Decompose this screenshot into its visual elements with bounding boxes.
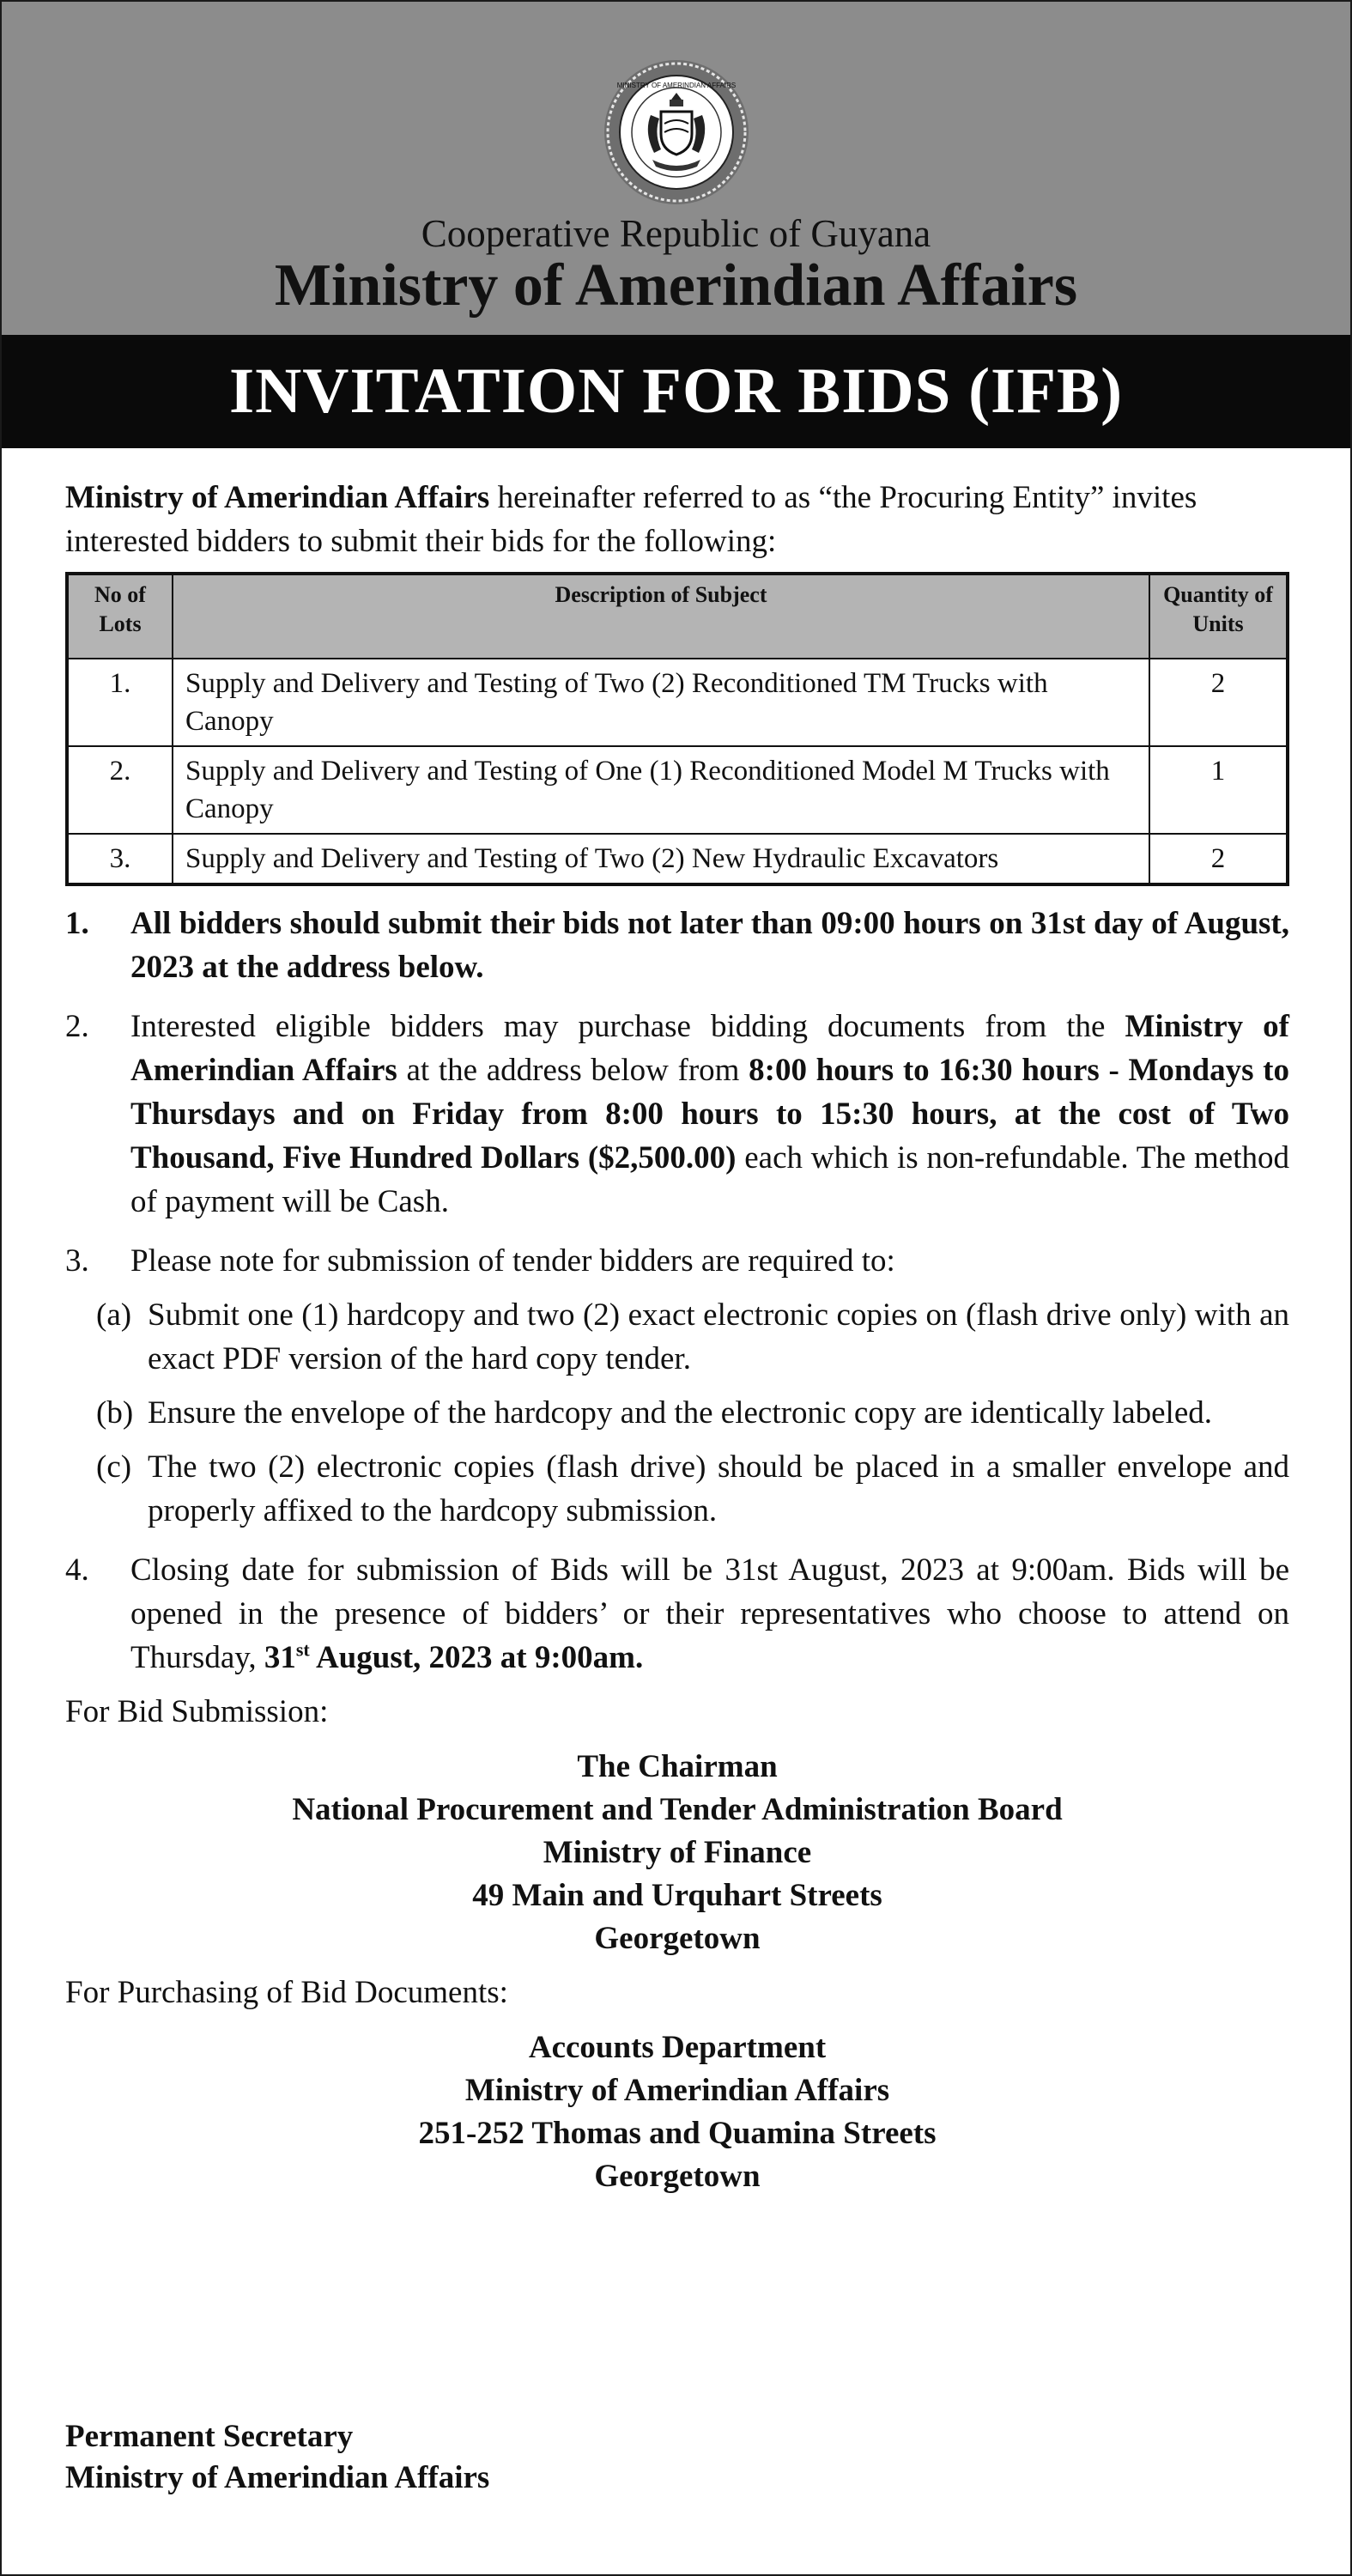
lot-quantity: 2 — [1149, 659, 1288, 746]
address-line: 251-252 Thomas and Quamina Streets — [418, 2116, 937, 2151]
list-text-bold: Ministry of Amerindian Affairs — [130, 1009, 1289, 1088]
lot-description: Supply and Delivery and Testing of Two (2) Reconditioned TM Trucks with Canopy — [173, 659, 1149, 746]
table-row — [67, 834, 1288, 884]
list-text: Interested eligible bidders may purchase bidding documents from the — [130, 1009, 1125, 1044]
sub-item-label: (c) — [96, 1449, 132, 1485]
ministry-name: Ministry of Amerindian Affairs — [274, 252, 1078, 319]
list-item-documents — [65, 1005, 1289, 1224]
list-number: 2. — [65, 1009, 89, 1044]
address-line: Georgetown — [594, 1921, 761, 1956]
signatory-org: Ministry of Amerindian Affairs — [65, 2460, 490, 2495]
purchasing-label: For Purchasing of Bid Documents: — [65, 1975, 508, 2010]
table-row — [67, 659, 1288, 746]
lot-number: 2. — [67, 746, 173, 834]
notice-body — [65, 476, 1289, 2198]
list-item-closing-date — [65, 1548, 1289, 1680]
coat-of-arms-seal-icon — [603, 58, 750, 206]
lots-table — [65, 572, 1289, 886]
list-number: 4. — [65, 1552, 89, 1588]
lot-description: Supply and Delivery and Testing of One (1) Reconditioned Model M Trucks with Canopy — [173, 746, 1149, 834]
list-item-requirements — [65, 1239, 1289, 1283]
lot-number: 3. — [67, 834, 173, 884]
intro-text: hereinafter referred to as “the Procuring Entity” invites interested bidders to submit their bids for the following: — [65, 480, 1197, 559]
sub-item — [65, 1293, 1289, 1381]
list-text: at the address below from — [397, 1053, 749, 1088]
list-text: Please note for submission of tender bidders are required to: — [130, 1243, 895, 1279]
sub-item — [65, 1391, 1289, 1435]
lot-quantity: 2 — [1149, 834, 1288, 884]
signatory-title: Permanent Secretary — [65, 2419, 354, 2454]
list-text: each which is non-refundable. The method of payment will be Cash. — [130, 1140, 1289, 1219]
address-line: Accounts Department — [528, 2030, 827, 2065]
seal-text: MINISTRY OF AMERINDIAN AFFAIRS — [616, 82, 737, 89]
table-row — [67, 746, 1288, 834]
list-text-bold: August, 2023 at 9:00am. — [309, 1640, 644, 1675]
address-line: 49 Main and Urquhart Streets — [472, 1878, 882, 1913]
list-item-deadline — [65, 902, 1289, 989]
header-no-of-lots: No of Lots — [67, 574, 173, 659]
list-number: 3. — [65, 1243, 89, 1279]
sub-item-text: Ensure the envelope of the hardcopy and the electronic copy are identically labeled. — [148, 1395, 1212, 1431]
sub-item-text: The two (2) electronic copies (flash drive) should be placed in a smaller envelope and properly affixed to the hardcopy submission. — [148, 1449, 1289, 1528]
list-number: 1. — [65, 906, 89, 941]
signature-block — [65, 2416, 489, 2499]
country-name: Cooperative Republic of Guyana — [421, 212, 931, 255]
sub-item-label: (a) — [96, 1297, 132, 1333]
address-line: Georgetown — [594, 2159, 761, 2194]
header-description: Description of Subject — [173, 574, 1149, 659]
intro-entity: Ministry of Amerindian Affairs — [65, 480, 490, 515]
list-text-bold: 31 — [264, 1640, 296, 1675]
address-line: Ministry of Finance — [543, 1835, 812, 1870]
list-text-bold: 8:00 hours to 16:30 hours - Mondays to Thursdays and on Friday from 8:00 hours to 15:30 hours, at the cost of Two Thousand, Five Hundred Dollars ($2,500.00) — [130, 1053, 1289, 1176]
lot-number: 1. — [67, 659, 173, 746]
submission-address — [65, 1746, 1289, 1960]
lot-quantity: 1 — [1149, 746, 1288, 834]
sub-item-text: Submit one (1) hardcopy and two (2) exact electronic copies on (flash drive only) with an exact PDF version of the hard copy tender. — [148, 1297, 1289, 1376]
header-quantity: Quantity of Units — [1149, 574, 1288, 659]
address-line: Ministry of Amerindian Affairs — [464, 2073, 890, 2108]
ordinal-suffix: st — [295, 1638, 310, 1661]
table-header-row — [67, 574, 1288, 659]
sub-item-label: (b) — [96, 1395, 134, 1431]
purchasing-address — [65, 2026, 1289, 2198]
list-text: All bidders should submit their bids not later than 09:00 hours on 31st day of August, 2023 at the address below. — [130, 906, 1289, 985]
address-line: National Procurement and Tender Administration Board — [292, 1792, 1063, 1827]
intro-paragraph — [65, 476, 1289, 563]
sub-item — [65, 1445, 1289, 1533]
list-text: Closing date for submission of Bids will be 31st August, 2023 at 9:00am. Bids will be opened in the presence of bidders’ or their representatives who choose to attend on Thursday, — [130, 1552, 1289, 1675]
page-title: INVITATION FOR BIDS (IFB) — [228, 355, 1124, 427]
submission-label: For Bid Submission: — [65, 1694, 329, 1729]
lot-description: Supply and Delivery and Testing of Two (2) New Hydraulic Excavators — [173, 834, 1149, 884]
address-line: The Chairman — [577, 1749, 778, 1784]
